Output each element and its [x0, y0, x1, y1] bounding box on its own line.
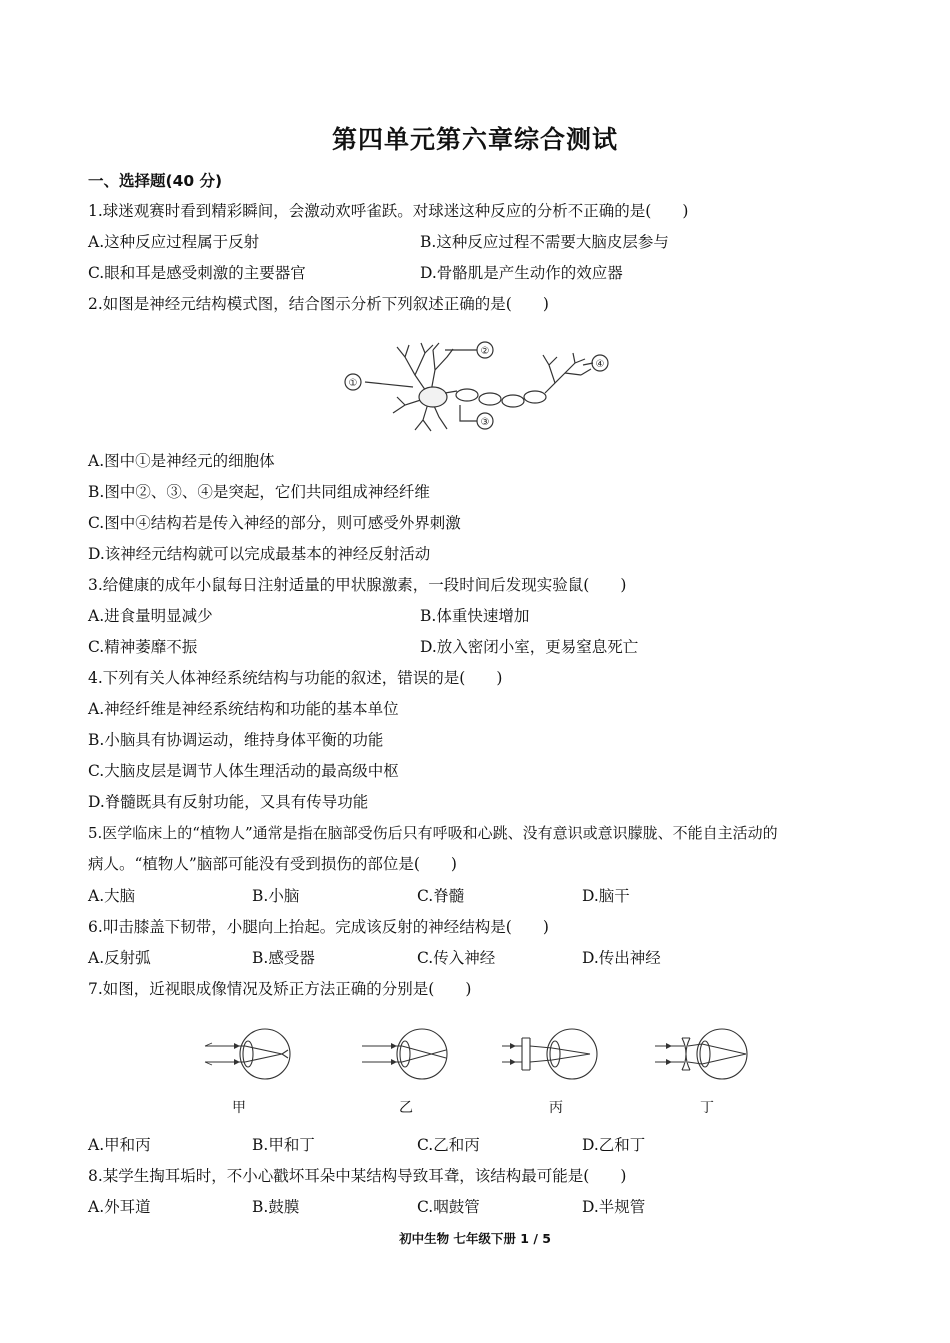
- q8-option-a: A.外耳道: [88, 1198, 151, 1216]
- question-3-stem: 3.给健康的成年小鼠每日注射适量的甲状腺激素，一段时间后发现实验鼠( ): [88, 576, 627, 594]
- q1-option-a: A.这种反应过程属于反射: [88, 233, 260, 251]
- eye-diagram: [200, 1020, 770, 1090]
- eye-label-ding: 丁: [700, 1100, 714, 1116]
- question-7-stem: 7.如图，近视眼成像情况及矫正方法正确的分别是( ): [88, 980, 472, 998]
- q3-option-a: A.进食量明显减少: [88, 607, 213, 625]
- page-footer: 初中生物 七年级下册 1 / 5: [399, 1231, 551, 1246]
- q3-option-c: C.精神萎靡不振: [88, 638, 198, 656]
- q3-option-b: B.体重快速增加: [420, 607, 530, 625]
- question-4-stem: 4.下列有关人体神经系统结构与功能的叙述，错误的是( ): [88, 669, 503, 687]
- eye-label-yi: 乙: [399, 1100, 413, 1116]
- q8-option-b: B.鼓膜: [252, 1198, 300, 1216]
- question-5-stem-cont: 病人。“植物人”脑部可能没有受到损伤的部位是( ): [88, 855, 457, 873]
- q5-option-c: C.脊髓: [417, 887, 465, 905]
- q1-option-d: D.骨骼肌是产生动作的效应器: [420, 264, 623, 282]
- neuron-diagram: [335, 335, 615, 435]
- section-heading: 一、选择题(40 分): [88, 172, 223, 190]
- q8-option-c: C.咽鼓管: [417, 1198, 480, 1216]
- q4-option-d: D.脊髓既具有反射功能，又具有传导功能: [88, 793, 369, 811]
- q6-option-a: A.反射弧: [88, 949, 151, 967]
- neuron-label-4: ④: [595, 359, 605, 370]
- q5-option-a: A.大脑: [88, 887, 136, 905]
- question-5-stem: 5.医学临床上的“植物人”通常是指在脑部受伤后只有呼吸和心跳、没有意识或意识朦胧、不能自主活动的: [88, 824, 778, 842]
- question-1-stem: 1.球迷观赛时看到精彩瞬间，会激动欢呼雀跃。对球迷这种反应的分析不正确的是( ): [88, 202, 689, 220]
- q8-option-d: D.半规管: [582, 1198, 646, 1216]
- question-6-stem: 6.叩击膝盖下韧带，小腿向上抬起。完成该反射的神经结构是( ): [88, 918, 549, 936]
- eye-label-jia: 甲: [232, 1100, 246, 1116]
- q5-option-b: B.小脑: [252, 887, 300, 905]
- q2-option-a: A.图中①是神经元的细胞体: [88, 452, 275, 470]
- question-2-stem: 2.如图是神经元结构模式图，结合图示分析下列叙述正确的是( ): [88, 295, 549, 313]
- page-title: 第四单元第六章综合测试: [331, 125, 618, 154]
- q4-option-b: B.小脑具有协调运动，维持身体平衡的功能: [88, 731, 384, 749]
- q6-option-d: D.传出神经: [582, 949, 661, 967]
- neuron-label-1: ①: [348, 378, 358, 389]
- q1-option-b: B.这种反应过程不需要大脑皮层参与: [420, 233, 669, 251]
- neuron-label-2: ②: [480, 346, 490, 357]
- q1-option-c: C.眼和耳是感受刺激的主要器官: [88, 264, 306, 282]
- q6-option-c: C.传入神经: [417, 949, 496, 967]
- q3-option-d: D.放入密闭小室，更易窒息死亡: [420, 638, 639, 656]
- q2-option-c: C.图中④结构若是传入神经的部分，则可感受外界刺激: [88, 514, 461, 532]
- question-8-stem: 8.某学生掏耳垢时，不小心戳坏耳朵中某结构导致耳聋，该结构最可能是( ): [88, 1167, 627, 1185]
- q2-option-d: D.该神经元结构就可以完成最基本的神经反射活动: [88, 545, 431, 563]
- q6-option-b: B.感受器: [252, 949, 315, 967]
- q7-option-a: A.甲和丙: [88, 1136, 151, 1154]
- eye-label-bing: 丙: [549, 1100, 563, 1116]
- q7-option-c: C.乙和丙: [417, 1136, 480, 1154]
- q5-option-d: D.脑干: [582, 887, 630, 905]
- q7-option-b: B.甲和丁: [252, 1136, 315, 1154]
- q4-option-c: C.大脑皮层是调节人体生理活动的最高级中枢: [88, 762, 399, 780]
- q4-option-a: A.神经纤维是神经系统结构和功能的基本单位: [88, 700, 399, 718]
- neuron-label-3: ③: [480, 417, 490, 428]
- q7-option-d: D.乙和丁: [582, 1136, 646, 1154]
- q2-option-b: B.图中②、③、④是突起，它们共同组成神经纤维: [88, 483, 430, 501]
